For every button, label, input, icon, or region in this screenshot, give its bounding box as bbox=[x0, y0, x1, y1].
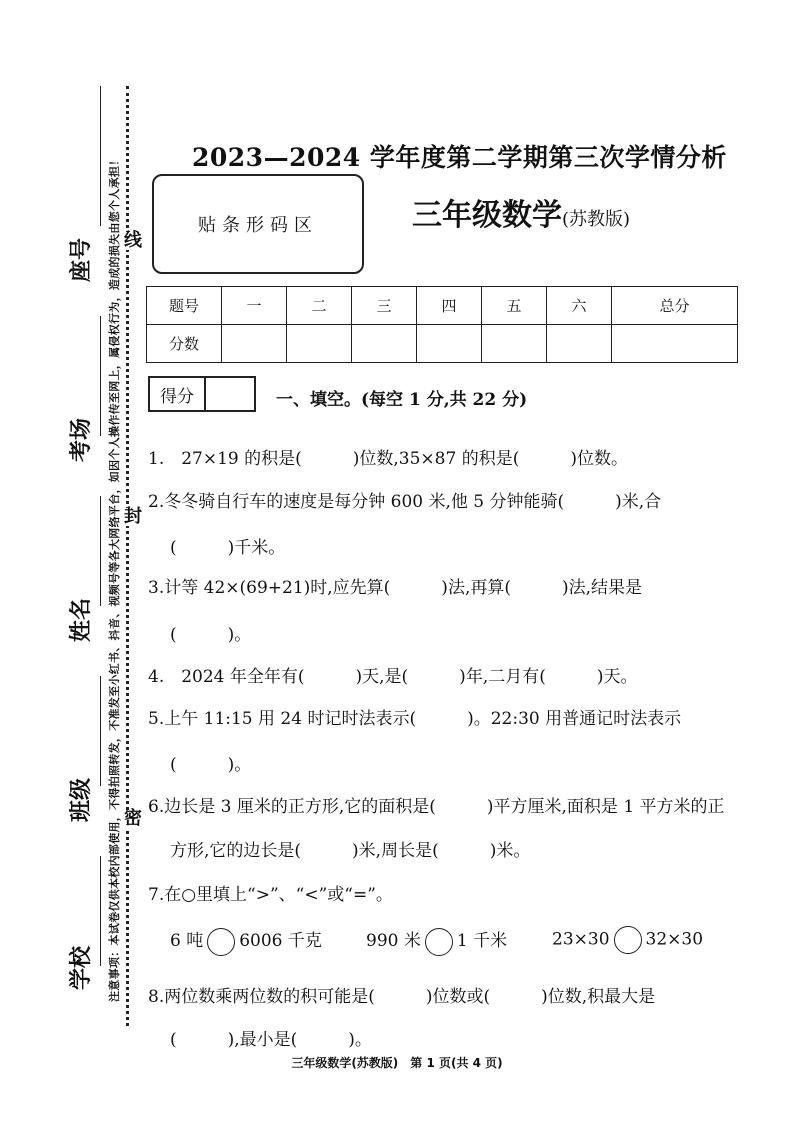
grade-blank[interactable] bbox=[206, 378, 254, 410]
question-6-cont: 方形,它的边长是( )米,周长是( )米。 bbox=[170, 841, 531, 861]
exam-room-blank[interactable] bbox=[100, 316, 102, 436]
question-4: 4. 2024 年全年有( )天,是( )年,二月有( )天。 bbox=[148, 667, 638, 687]
question-3-cont: ( )。 bbox=[170, 625, 252, 645]
question-5: 5.上午 11:15 用 24 时记时法表示( )。22:30 用普通记时法表示 bbox=[148, 709, 682, 729]
compare-right: 32×30 bbox=[645, 929, 704, 950]
score-table-score-row bbox=[147, 325, 738, 363]
question-8-cont: ( ),最小是( )。 bbox=[170, 1030, 372, 1050]
table-cell: 分数 bbox=[147, 325, 222, 363]
section-title: 一、填空。(每空 1 分,共 22 分) bbox=[276, 390, 528, 410]
question-2: 2.冬冬骑自行车的速度是每分钟 600 米,他 5 分钟能骑( )米,合 bbox=[148, 492, 662, 512]
seal-char-line: 线 bbox=[124, 230, 142, 251]
class-label: 班级 bbox=[68, 777, 94, 822]
grade-box bbox=[148, 376, 256, 412]
compare-left: 990 米 bbox=[366, 931, 421, 951]
question-2-cont: ( )千米。 bbox=[170, 538, 286, 558]
seat-number-blank[interactable] bbox=[100, 86, 102, 226]
exam-room-label: 考场 bbox=[68, 417, 94, 462]
score-cell[interactable] bbox=[352, 325, 417, 363]
notice-text: 注意事项：本试卷仅供本校内部使用，不得拍照转发，不准发至小红书、抖音、视频号等各大网络平台，如因个人操作传至网上，属侵权行为，造成的损失由您个人承担！ bbox=[108, 154, 121, 1002]
compare-circle[interactable] bbox=[425, 928, 453, 956]
exam-title: 2023—2024 学年度第二学期第三次学情分析 bbox=[192, 143, 727, 172]
table-cell: 五 bbox=[482, 287, 547, 325]
score-cell[interactable] bbox=[547, 325, 612, 363]
table-cell: 一 bbox=[222, 287, 287, 325]
question-7: 7.在○里填上“>”、“<”或“=”。 bbox=[148, 885, 393, 905]
name-label: 姓名 bbox=[68, 597, 94, 642]
subject-title bbox=[412, 190, 630, 234]
grade-label: 得分 bbox=[150, 378, 206, 410]
table-cell: 六 bbox=[547, 287, 612, 325]
compare-left: 23×30 bbox=[552, 929, 610, 950]
score-cell[interactable] bbox=[417, 325, 482, 363]
table-cell: 总分 bbox=[612, 287, 738, 325]
name-blank[interactable] bbox=[100, 496, 102, 606]
barcode-area bbox=[152, 174, 364, 274]
school-label: 学校 bbox=[68, 945, 94, 990]
compare-circle[interactable] bbox=[207, 928, 235, 956]
class-blank[interactable] bbox=[100, 676, 102, 786]
compare-item bbox=[170, 926, 322, 956]
seal-dotted-line bbox=[126, 86, 129, 1026]
score-table-header-row bbox=[147, 287, 738, 325]
question-3: 3.计等 42×(69+21)时,应先算( )法,再算( )法,结果是 bbox=[148, 578, 643, 598]
score-cell[interactable] bbox=[482, 325, 547, 363]
compare-left: 6 吨 bbox=[170, 931, 204, 951]
question-6: 6.边长是 3 厘米的正方形,它的面积是( )平方厘米,面积是 1 平方米的正 bbox=[148, 797, 725, 817]
seal-char-feng: 封 bbox=[124, 506, 142, 527]
page-footer: 三年级数学(苏教版) 第 1 页(共 4 页) bbox=[291, 1056, 503, 1070]
compare-circle[interactable] bbox=[614, 926, 642, 954]
score-cell[interactable] bbox=[287, 325, 352, 363]
school-blank[interactable] bbox=[100, 856, 102, 966]
table-cell: 题号 bbox=[147, 287, 222, 325]
score-cell[interactable] bbox=[612, 325, 738, 363]
compare-item bbox=[366, 926, 507, 956]
table-cell: 三 bbox=[352, 287, 417, 325]
score-table bbox=[146, 286, 738, 363]
question-1: 1. 27×19 的积是( )位数,35×87 的积是( )位数。 bbox=[148, 449, 628, 469]
table-cell: 四 bbox=[417, 287, 482, 325]
score-cell[interactable] bbox=[222, 325, 287, 363]
barcode-label: 贴条形码区 bbox=[198, 215, 318, 236]
compare-right: 1 千米 bbox=[456, 931, 508, 951]
question-5-cont: ( )。 bbox=[170, 755, 252, 775]
table-cell: 二 bbox=[287, 287, 352, 325]
compare-right: 6006 千克 bbox=[239, 931, 322, 951]
seat-number-label: 座号 bbox=[68, 237, 94, 282]
seal-char-mi: 密 bbox=[124, 808, 142, 829]
edition-label: (苏教版) bbox=[562, 209, 631, 230]
subject-name: 三年级数学 bbox=[412, 198, 562, 233]
compare-item bbox=[552, 926, 703, 954]
question-8: 8.两位数乘两位数的积可能是( )位数或( )位数,积最大是 bbox=[148, 987, 656, 1007]
